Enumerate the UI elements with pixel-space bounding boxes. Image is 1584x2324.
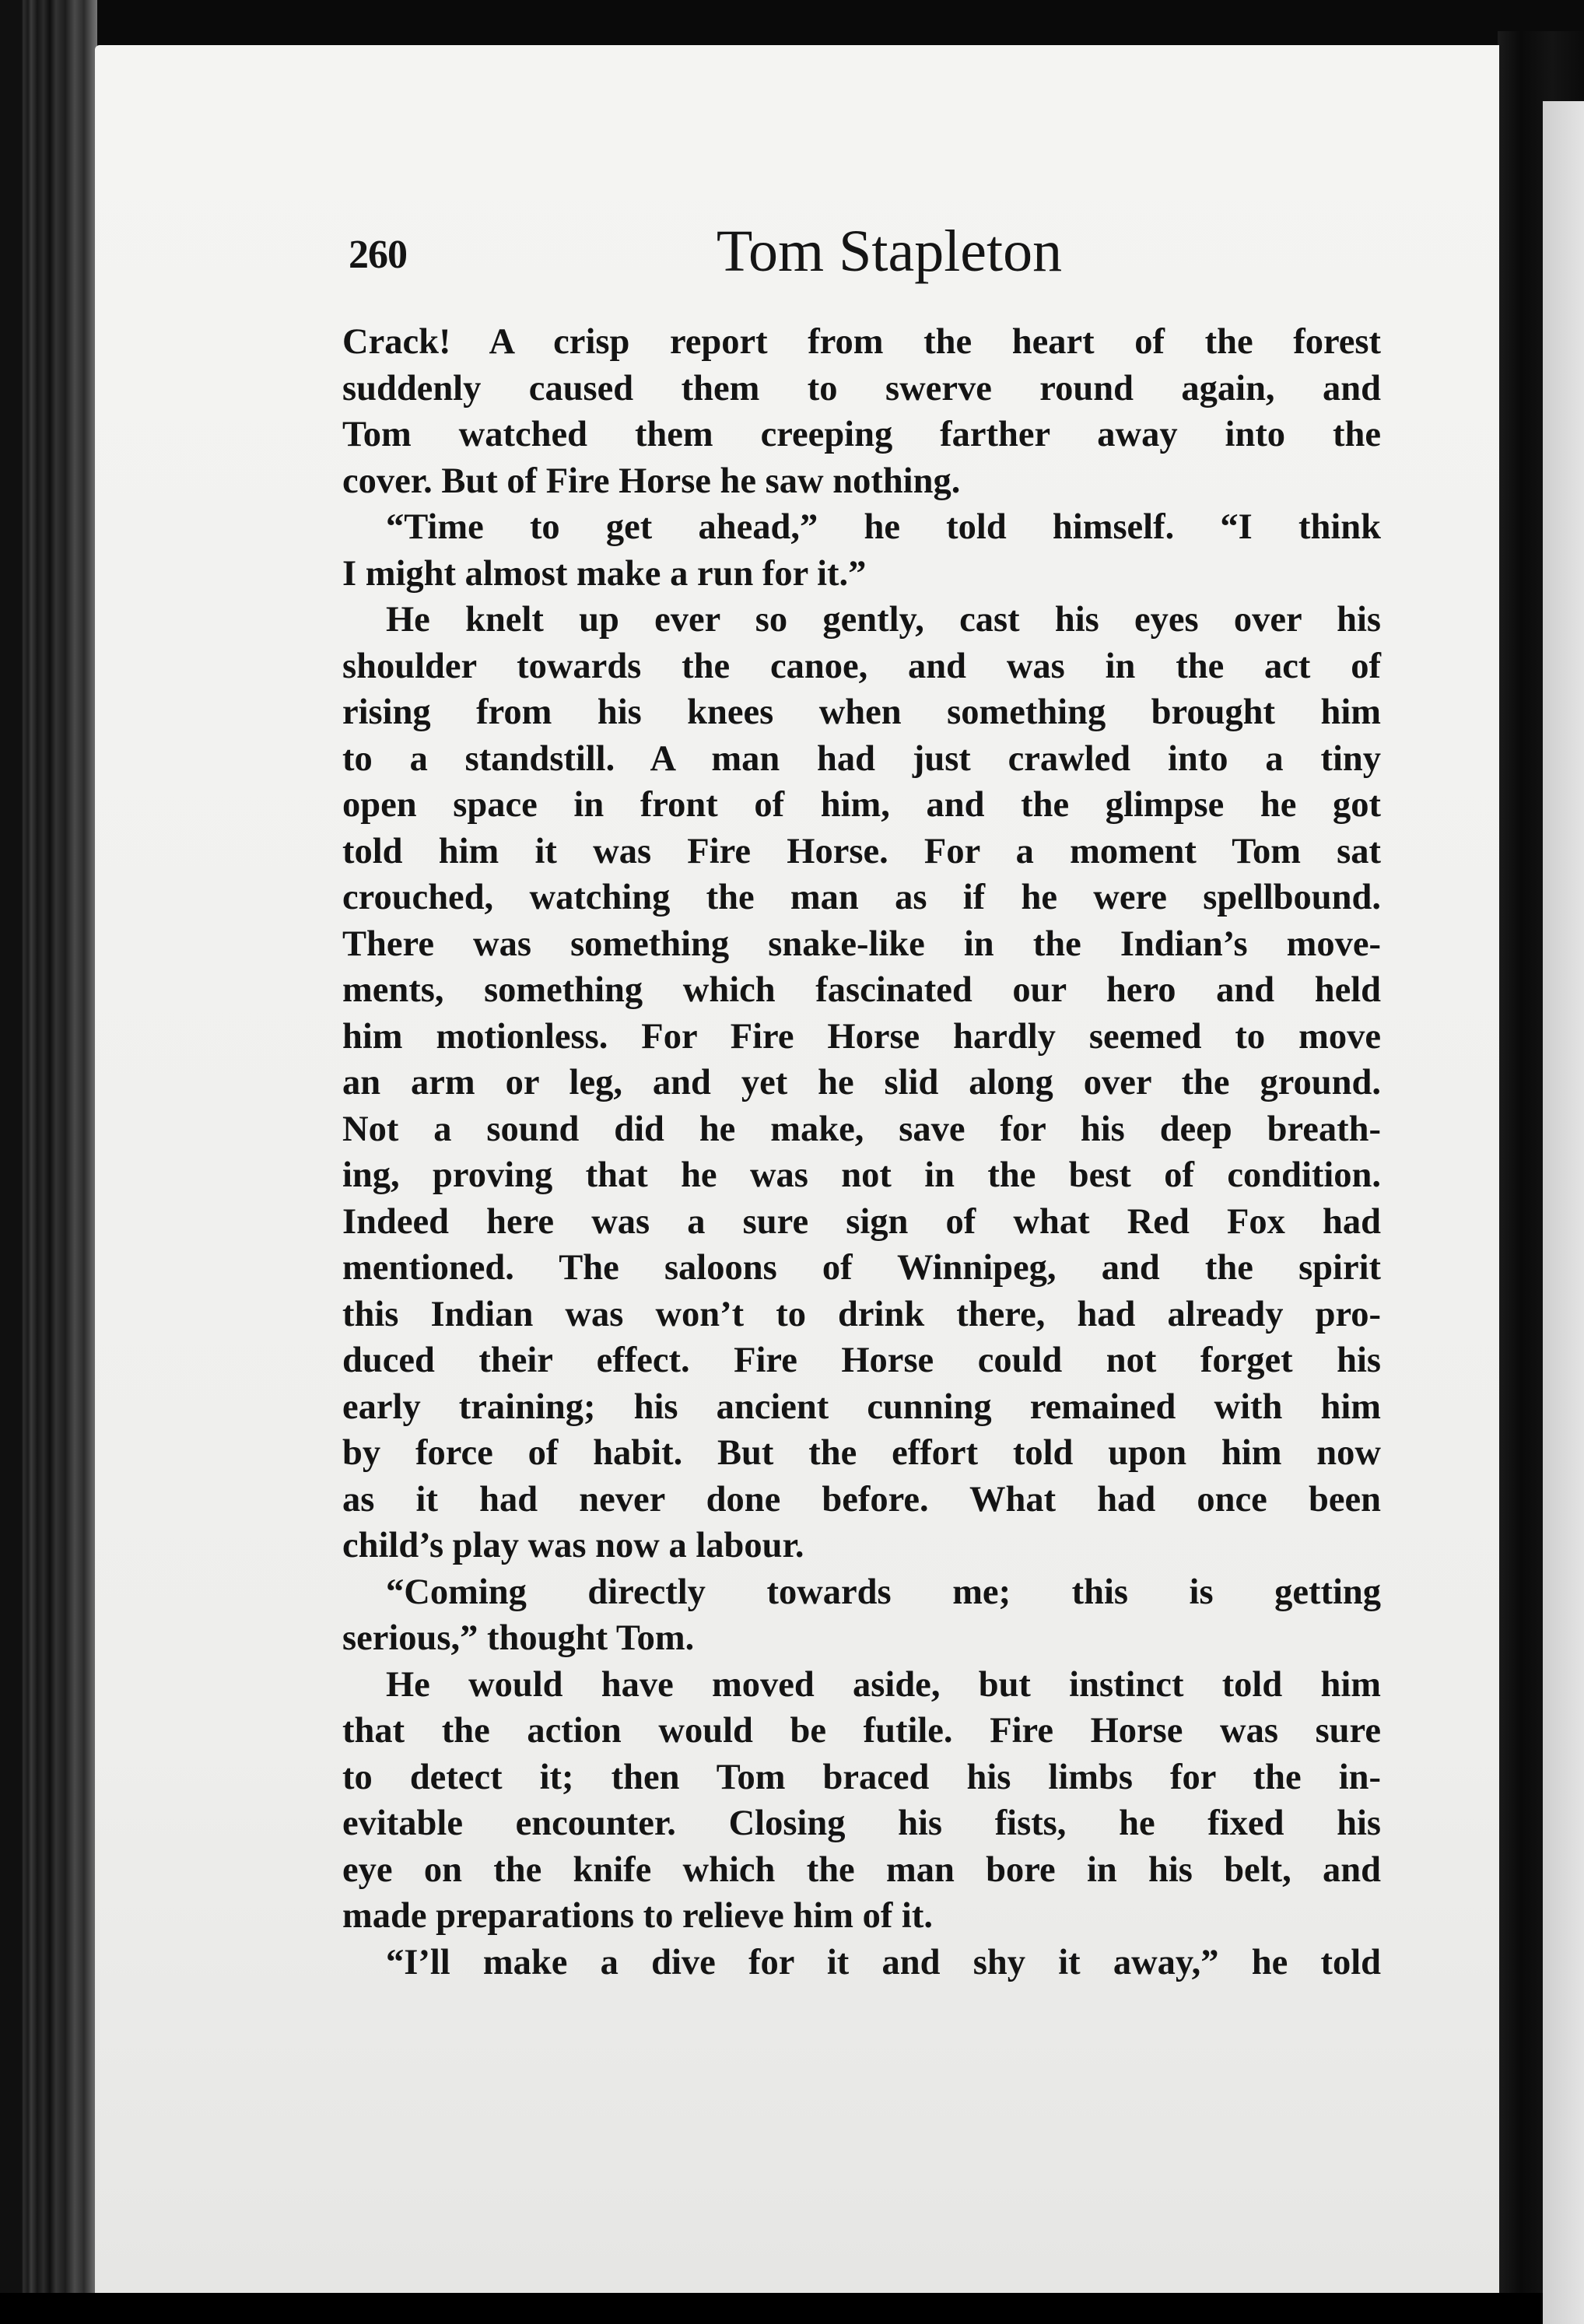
text-line: to a standstill. A man had just crawled into a tiny (342, 738, 1381, 779)
running-head (349, 218, 1383, 288)
text-line: cover. But of Fire Horse he saw nothing. (342, 461, 961, 501)
facing-page-sliver (1543, 101, 1584, 2324)
text-line: “Time to get ahead,” he told himself. “I think (386, 507, 1381, 547)
body-text (342, 319, 1381, 1986)
text-line: ments, something which fascinated our hero and held (342, 970, 1381, 1010)
text-line: early training; his ancient cunning remained with him (342, 1386, 1381, 1427)
running-title: Tom Stapleton (716, 219, 1063, 284)
text-line: ing, proving that he was not in the best of condition. (342, 1155, 1381, 1195)
text-line: Indeed here was a sure sign of what Red Fox had (342, 1201, 1381, 1242)
text-line: child’s play was now a labour. (342, 1526, 804, 1565)
text-line: shoulder towards the canoe, and was in the act of (342, 646, 1381, 686)
text-line: open space in front of him, and the glimpse he got (342, 785, 1381, 825)
text-line: that the action would be futile. Fire Horse was sure (342, 1711, 1381, 1751)
text-line: him motionless. For Fire Horse hardly seemed to move (342, 1016, 1381, 1057)
text-line: suddenly caused them to swerve round again, and (342, 368, 1381, 408)
text-line: There was something snake-like in the Indian’s move- (342, 924, 1381, 964)
text-line: told him it was Fire Horse. For a moment Tom sat (342, 831, 1381, 871)
text-line: He knelt up ever so gently, cast his eyes over his (386, 600, 1381, 640)
text-line: crouched, watching the man as if he were spellbound. (342, 878, 1381, 917)
scan-top-border (0, 0, 1584, 48)
text-line: eye on the knife which the man bore in his belt, and (342, 1849, 1381, 1890)
scan-left-gutter (0, 0, 97, 2293)
text-line: by force of habit. But the effort told upon him now (342, 1433, 1381, 1473)
text-line: to detect it; then Tom braced his limbs for the in- (342, 1757, 1381, 1797)
page-number: 260 (349, 233, 407, 277)
text-line: Not a sound did he make, save for his deep breath- (342, 1109, 1381, 1149)
text-line: made preparations to relieve him of it. (342, 1896, 933, 1936)
text-line: “Coming directly towards me; this is getting (386, 1572, 1381, 1612)
text-line: mentioned. The saloons of Winnipeg, and the spirit (342, 1248, 1381, 1288)
text-line: this Indian was won’t to drink there, had already pro- (342, 1294, 1381, 1334)
text-line: evitable encounter. Closing his fists, he fixed his (342, 1803, 1381, 1843)
text-line: Crack! A crisp report from the heart of the forest (342, 322, 1381, 362)
text-line: Tom watched them creeping farther away into the (342, 415, 1381, 454)
text-line: “I’ll make a dive for it and shy it away,” he told (386, 1942, 1381, 1982)
scan-right-edge (1498, 31, 1584, 2293)
text-line: rising from his knees when something brought him (342, 692, 1381, 732)
text-line: serious,” thought Tom. (342, 1618, 695, 1658)
text-line: duced their effect. Fire Horse could not forget his (342, 1341, 1381, 1380)
text-line: I might almost make a run for it.” (342, 553, 867, 594)
text-line: as it had never done before. What had once been (342, 1479, 1381, 1520)
text-line: an arm or leg, and yet he slid along over the ground. (342, 1063, 1381, 1102)
text-line: He would have moved aside, but instinct told him (386, 1664, 1381, 1705)
